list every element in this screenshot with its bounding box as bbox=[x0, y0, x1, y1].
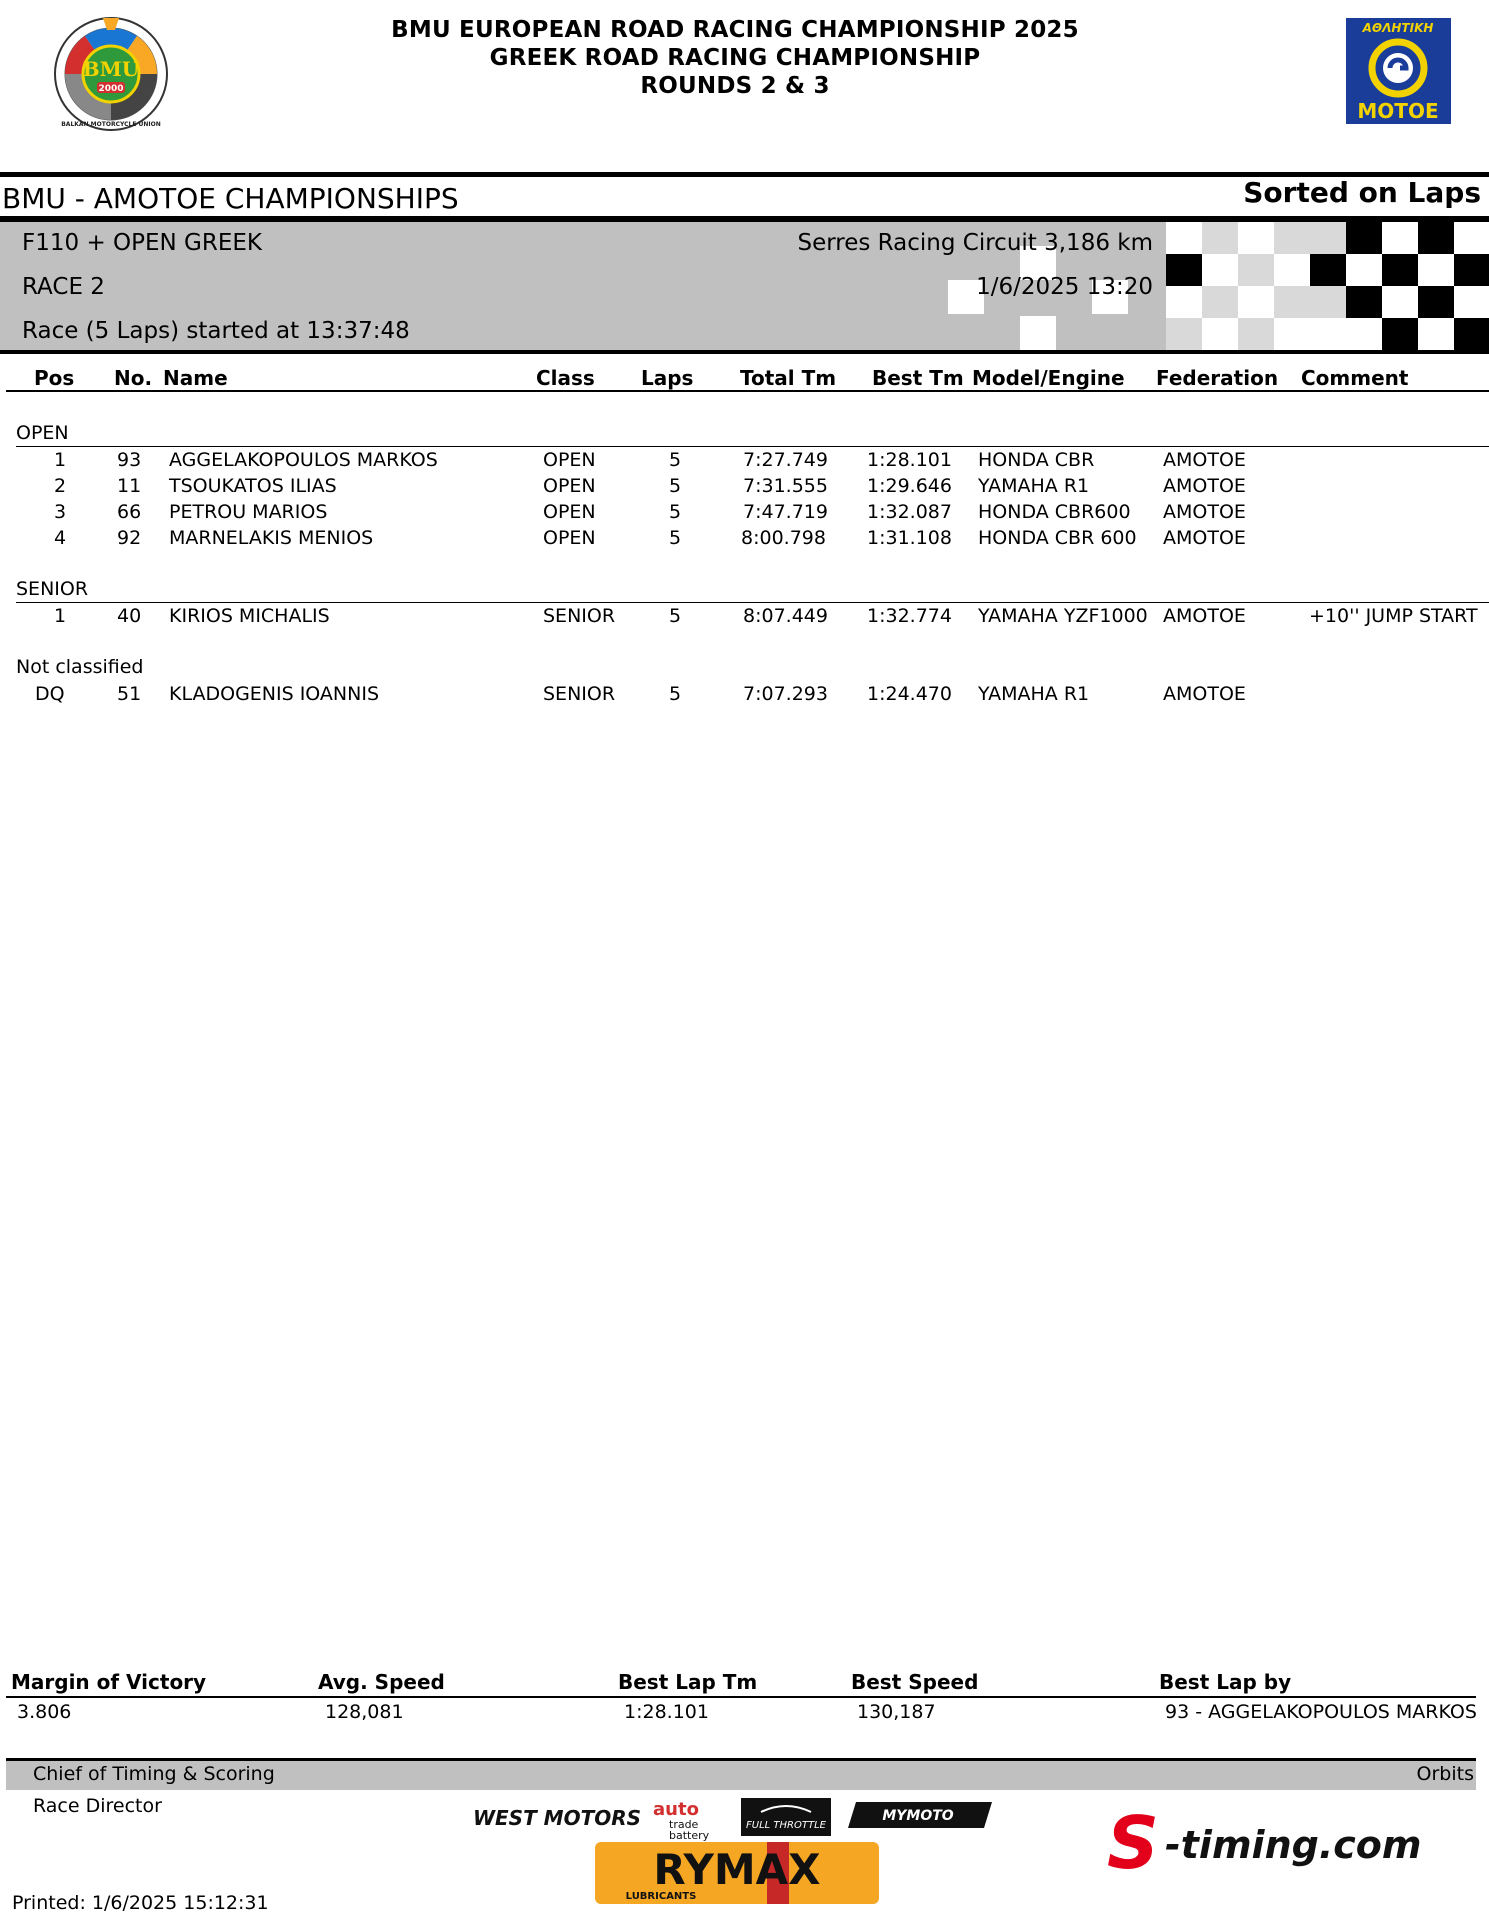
summary-rule bbox=[6, 1696, 1476, 1698]
col-federation: Federation bbox=[1156, 366, 1279, 390]
cell-federation: AMOTOE bbox=[1163, 683, 1246, 705]
cell-pos: 4 bbox=[54, 527, 67, 549]
header-line-2: GREEK ROAD RACING CHAMPIONSHIP bbox=[489, 45, 981, 71]
col-total: Total Tm bbox=[740, 366, 837, 390]
cell-model: YAMAHA R1 bbox=[978, 475, 1090, 497]
rymax-logo bbox=[595, 1842, 879, 1904]
motoe-logo bbox=[1346, 18, 1451, 124]
cell-no: 40 bbox=[117, 605, 142, 627]
group-rule bbox=[16, 446, 1489, 447]
cell-no: 93 bbox=[117, 449, 142, 471]
svg-text:S: S bbox=[1107, 1801, 1159, 1885]
cell-model: YAMAHA YZF1000 bbox=[978, 605, 1148, 627]
group-label-not-classified: Not classified bbox=[16, 656, 144, 678]
circuit-name: Serres Racing Circuit 3,186 km bbox=[797, 230, 1153, 256]
cell-laps: 5 bbox=[669, 449, 682, 471]
col-class: Class bbox=[536, 366, 595, 390]
svg-text:battery: battery bbox=[669, 1829, 710, 1842]
best-speed-label: Best Speed bbox=[851, 1670, 979, 1694]
cell-pos: 3 bbox=[54, 501, 67, 523]
best-lap-by-label: Best Lap by bbox=[1159, 1670, 1292, 1694]
svg-text:MYMOTO: MYMOTO bbox=[882, 1808, 954, 1824]
margin-label: Margin of Victory bbox=[11, 1670, 207, 1694]
orbits-label: Orbits bbox=[1416, 1763, 1474, 1785]
header-line-1: BMU EUROPEAN ROAD RACING CHAMPIONSHIP 2025 bbox=[391, 17, 1079, 43]
cell-federation: AMOTOE bbox=[1163, 449, 1246, 471]
cell-name: MARNELAKIS MENIOS bbox=[169, 527, 374, 549]
cell-total: 7:47.719 bbox=[743, 501, 828, 523]
motoe-logo-bottom: MOTOE bbox=[1357, 99, 1439, 123]
group-rule bbox=[16, 602, 1489, 603]
auto-trade-battery-logo bbox=[651, 1798, 715, 1840]
cell-comment: +10'' JUMP START bbox=[1309, 605, 1478, 627]
margin-value: 3.806 bbox=[17, 1701, 72, 1723]
col-model: Model/Engine bbox=[972, 366, 1125, 390]
cell-pos: 1 bbox=[54, 449, 67, 471]
sort-label: Sorted on Laps bbox=[1243, 176, 1481, 209]
cell-class: OPEN bbox=[543, 501, 596, 523]
best-lap-value: 1:28.101 bbox=[624, 1701, 709, 1723]
cell-model: HONDA CBR600 bbox=[978, 501, 1131, 523]
cell-total: 7:27.749 bbox=[743, 449, 828, 471]
cell-pos: 1 bbox=[54, 605, 67, 627]
s-timing-logo bbox=[1105, 1801, 1445, 1885]
cell-federation: AMOTOE bbox=[1163, 527, 1246, 549]
header-line-3: ROUNDS 2 & 3 bbox=[640, 73, 830, 99]
cell-laps: 5 bbox=[669, 605, 682, 627]
best-speed-value: 130,187 bbox=[857, 1701, 936, 1723]
cell-federation: AMOTOE bbox=[1163, 605, 1246, 627]
cell-laps: 5 bbox=[669, 683, 682, 705]
svg-text:auto: auto bbox=[653, 1799, 699, 1820]
race-director: Race Director bbox=[33, 1795, 162, 1817]
svg-text:WEST MOTORS: WEST MOTORS bbox=[472, 1806, 642, 1830]
cell-federation: AMOTOE bbox=[1163, 501, 1246, 523]
cell-laps: 5 bbox=[669, 501, 682, 523]
group-label-senior: SENIOR bbox=[16, 578, 89, 600]
info-rule bbox=[0, 350, 1489, 354]
cell-best: 1:31.108 bbox=[867, 527, 952, 549]
bmu-logo-year: 2000 bbox=[98, 84, 124, 94]
printed-timestamp: Printed: 1/6/2025 15:12:31 bbox=[12, 1892, 269, 1914]
cell-name: KLADOGENIS IOANNIS bbox=[169, 683, 380, 705]
col-comment: Comment bbox=[1301, 366, 1409, 390]
race-detail: Race (5 Laps) started at 13:37:48 bbox=[22, 318, 410, 344]
cell-model: HONDA CBR 600 bbox=[978, 527, 1137, 549]
best-lap-label: Best Lap Tm bbox=[618, 1670, 758, 1694]
cell-model: YAMAHA R1 bbox=[978, 683, 1090, 705]
col-name: Name bbox=[163, 366, 228, 390]
cell-no: 66 bbox=[117, 501, 142, 523]
bmu-logo-text: BMU bbox=[82, 57, 140, 81]
header-rule bbox=[6, 390, 1489, 392]
avg-speed-value: 128,081 bbox=[325, 1701, 404, 1723]
race-class-name: F110 + OPEN GREEK bbox=[22, 230, 262, 256]
cell-pos: 2 bbox=[54, 475, 67, 497]
cell-name: TSOUKATOS ILIAS bbox=[169, 475, 337, 497]
cell-total: 8:00.798 bbox=[741, 527, 826, 549]
cell-laps: 5 bbox=[669, 475, 682, 497]
cell-best: 1:24.470 bbox=[867, 683, 952, 705]
svg-text:FULL THROTTLE: FULL THROTTLE bbox=[746, 1820, 826, 1831]
cell-no: 11 bbox=[117, 475, 142, 497]
col-laps: Laps bbox=[641, 366, 694, 390]
svg-text:-timing.com: -timing.com bbox=[1165, 1823, 1422, 1867]
bmu-logo bbox=[45, 14, 177, 130]
cell-best: 1:28.101 bbox=[867, 449, 952, 471]
cell-no: 51 bbox=[117, 683, 142, 705]
race-number: RACE 2 bbox=[22, 274, 105, 300]
cell-no: 92 bbox=[117, 527, 142, 549]
cell-name: AGGELAKOPOULOS MARKOS bbox=[169, 449, 438, 471]
section-title: BMU - AMOTOE CHAMPIONSHIPS bbox=[2, 182, 459, 215]
cell-class: SENIOR bbox=[543, 683, 616, 705]
cell-federation: AMOTOE bbox=[1163, 475, 1246, 497]
cell-total: 7:31.555 bbox=[743, 475, 828, 497]
chief-of-timing: Chief of Timing & Scoring bbox=[33, 1763, 275, 1785]
col-best: Best Tm bbox=[872, 366, 964, 390]
cell-class: OPEN bbox=[543, 527, 596, 549]
motoe-logo-top: ΑΘΛΗΤΙΚΗ bbox=[1362, 21, 1434, 35]
svg-text:trade: trade bbox=[669, 1818, 699, 1831]
cell-name: PETROU MARIOS bbox=[169, 501, 328, 523]
west-motors-logo bbox=[472, 1800, 642, 1834]
cell-pos: DQ bbox=[35, 683, 65, 705]
col-pos: Pos bbox=[34, 366, 75, 390]
cell-total: 7:07.293 bbox=[743, 683, 828, 705]
bmu-logo-ring: BALKAN MOTORCYCLE UNION bbox=[61, 121, 161, 128]
cell-class: SENIOR bbox=[543, 605, 616, 627]
avg-speed-label: Avg. Speed bbox=[318, 1670, 445, 1694]
svg-text:LUBRICANTS: LUBRICANTS bbox=[625, 1891, 697, 1902]
cell-name: KIRIOS MICHALIS bbox=[169, 605, 330, 627]
cell-class: OPEN bbox=[543, 449, 596, 471]
best-lap-by-value: 93 - AGGELAKOPOULOS MARKOS bbox=[1165, 1701, 1477, 1723]
race-datetime: 1/6/2025 13:20 bbox=[976, 274, 1153, 300]
cell-laps: 5 bbox=[669, 527, 682, 549]
svg-text:RYMAX: RYMAX bbox=[653, 1845, 821, 1894]
cell-best: 1:32.087 bbox=[867, 501, 952, 523]
cell-best: 1:29.646 bbox=[867, 475, 952, 497]
cell-class: OPEN bbox=[543, 475, 596, 497]
col-no: No. bbox=[114, 366, 153, 390]
full-throttle-logo bbox=[741, 1798, 831, 1836]
group-label-open: OPEN bbox=[16, 422, 69, 444]
cell-best: 1:32.774 bbox=[867, 605, 952, 627]
cell-total: 8:07.449 bbox=[743, 605, 828, 627]
mymoto-logo bbox=[848, 1802, 992, 1828]
cell-model: HONDA CBR bbox=[978, 449, 1095, 471]
